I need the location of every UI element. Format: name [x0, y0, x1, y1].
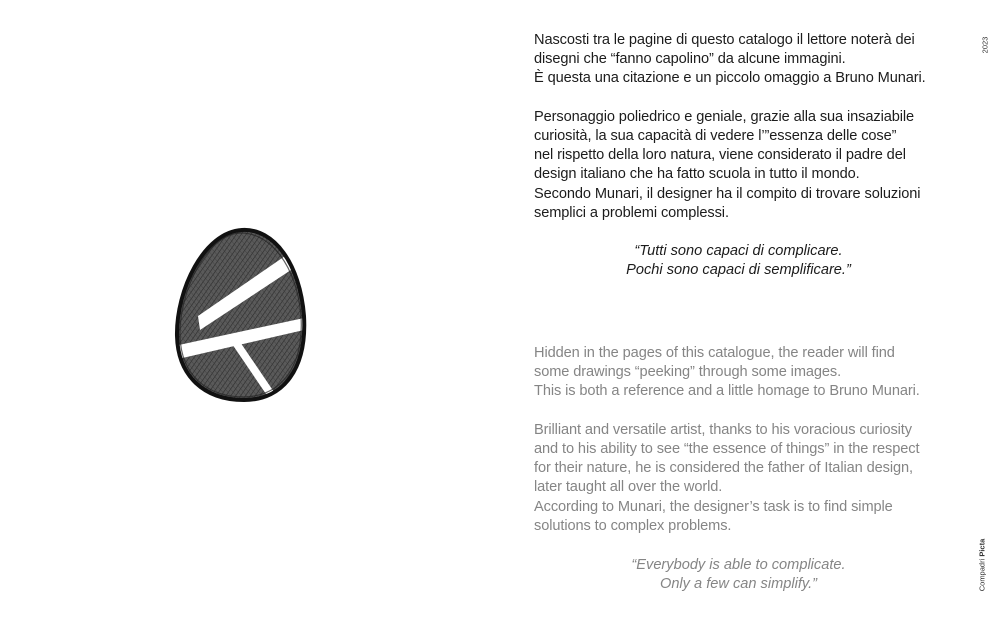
year-text: 2023	[980, 36, 990, 54]
credit-brand: Picta	[977, 538, 987, 557]
credit-prefix: Compadri	[977, 556, 987, 592]
english-paragraph-munari: Brilliant and versatile artist, thanks to his voracious curiosity and to his ability to see “the essence of things” in the respect for their nature, he is considered the father of Italian design, later taught all over the world. According to Munari, the designer’s task is to find simple solutions to complex problems.	[534, 421, 920, 534]
year-label	[975, 30, 995, 60]
english-paragraph-intro: Hidden in the pages of this catalogue, the reader will find some drawings “peeking” through some images. This is both a reference and a little homage to Bruno Munari.	[534, 345, 920, 400]
munari-egg-drawing	[170, 224, 310, 406]
credit-label	[972, 530, 992, 600]
egg-sketch-svg	[170, 224, 310, 406]
credit-text	[978, 539, 987, 592]
italian-paragraph-intro: Nascosti tra le pagine di questo catalogo il lettore noterà dei disegni che “fanno capolino” da alcune immagini. È questa una citazione e un piccolo omaggio a Bruno Munari.	[534, 32, 926, 87]
english-text-block	[534, 344, 954, 536]
italian-paragraph-munari: Personaggio poliedrico e geniale, grazie alla sua insaziabile curiosità, la sua capacità di vedere l’”essenza delle cose” nel rispetto della loro natura, viene considerato il padre del design italiano che ha fatto scuola in tutto il mondo. Secondo Munari, il designer ha il compito di trovare soluzioni semplici a problemi complessi.	[534, 108, 921, 221]
italian-text-block	[534, 31, 954, 223]
english-quote: “Everybody is able to complicate. Only a few can simplify.”	[631, 557, 846, 593]
italian-quote: “Tutti sono capaci di complicare. Pochi sono capaci di semplificare.”	[626, 243, 851, 279]
